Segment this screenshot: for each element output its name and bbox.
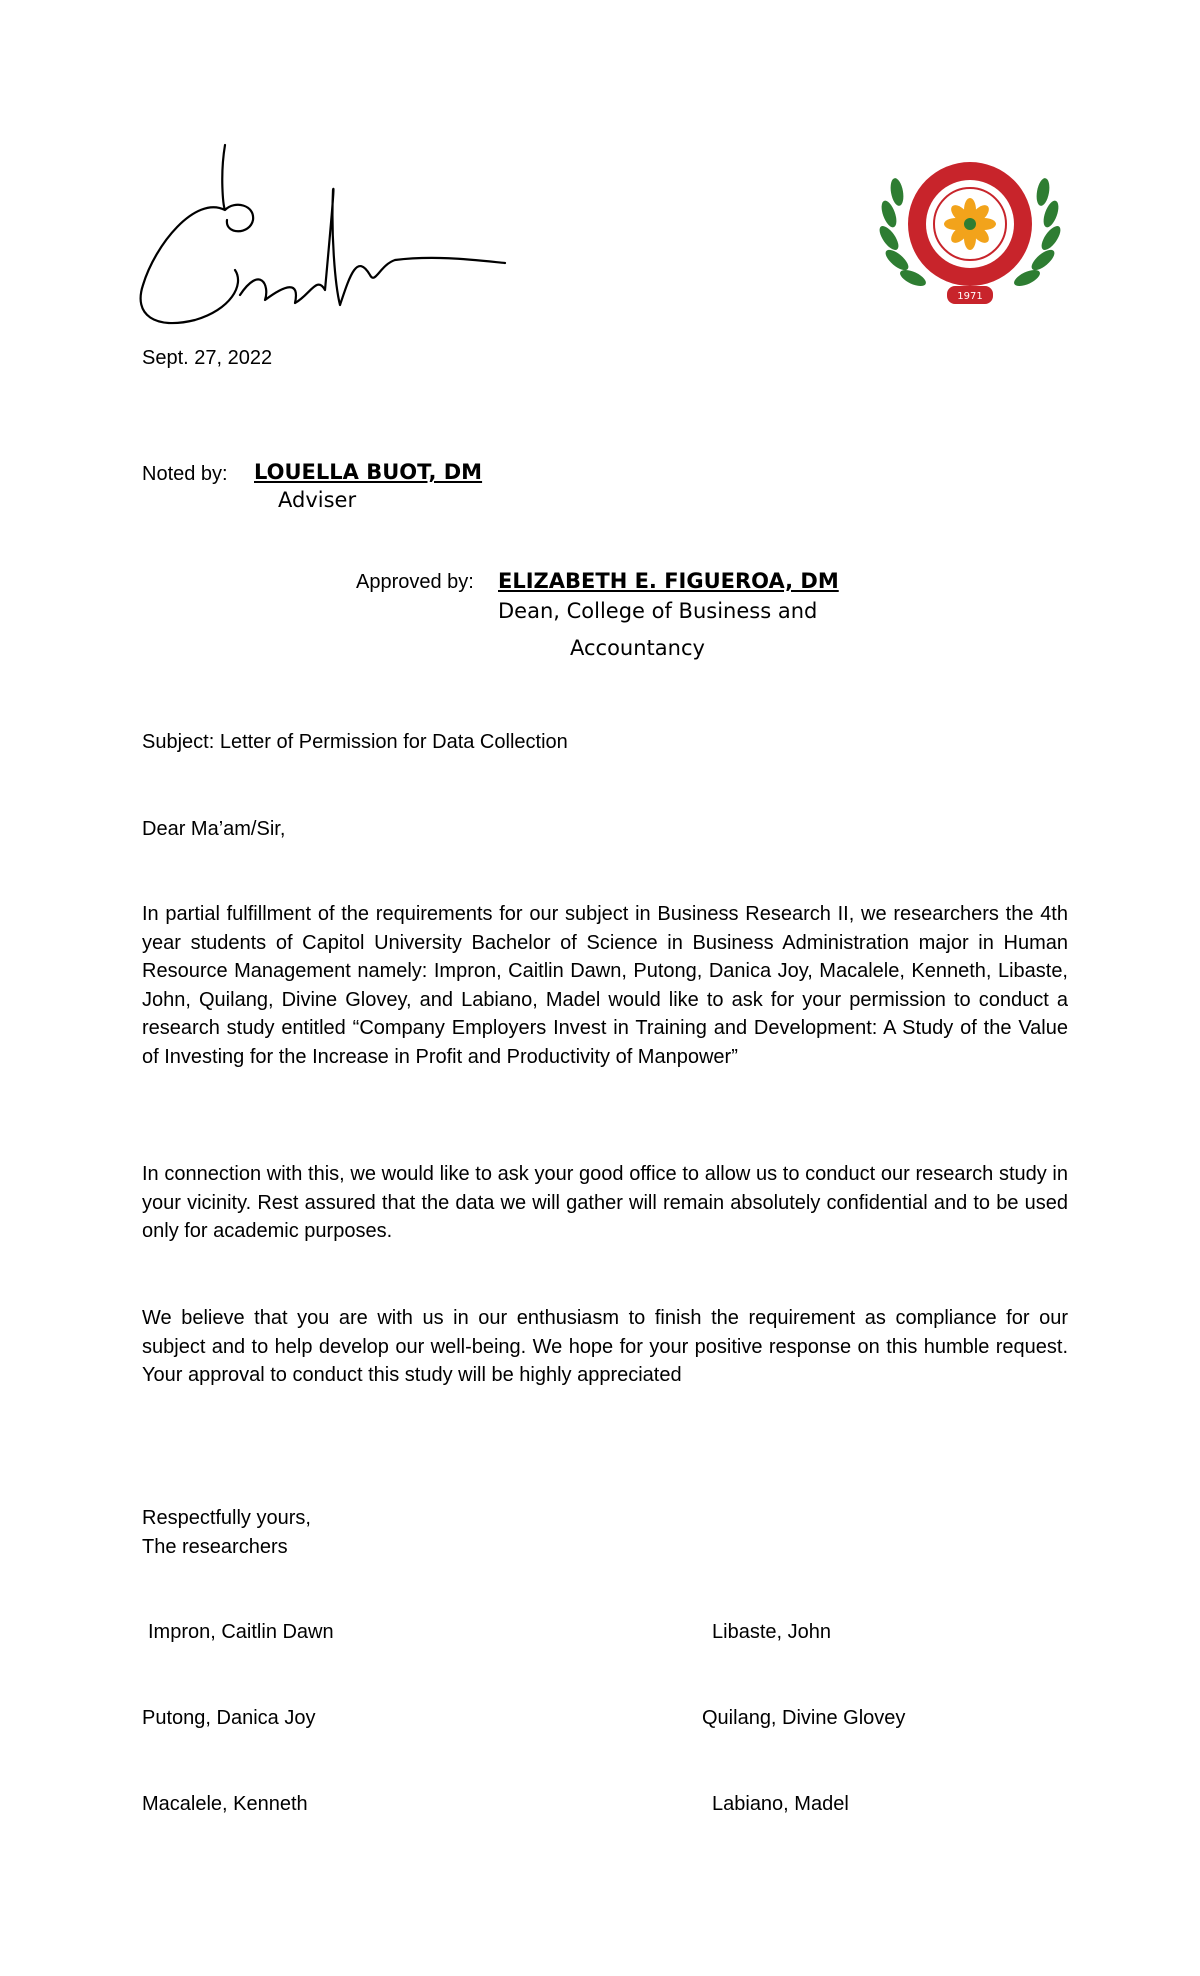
approved-by-title-line2: Accountancy <box>570 636 705 660</box>
researcher-name: Impron, Caitlin Dawn <box>148 1621 334 1643</box>
approved-by-title-line1: Dean, College of Business and <box>498 599 818 623</box>
body-paragraph-1: In partial fulfillment of the requirements for our subject in Business Research II, we researchers the 4th year students of Capitol University Bachelor of Science in Business Administration major in Human Resource Management namely: Impron, Caitlin Dawn, Putong, Danica Joy, Macalele, Kenneth, Libaste, John, Quilang, Divine Glovey, and Labiano, Madel would like to ask for your permission to conduct a research study entitled “Company Employers Invest in Training and Development: A Study of the Value of Investing for the Increase in Profit and Productivity of Manpower” <box>142 903 1068 1068</box>
approved-by-label: Approved by: <box>356 571 474 593</box>
researcher-name: Quilang, Divine Glovey <box>702 1707 906 1729</box>
seal-year: 1971 <box>957 291 983 302</box>
researcher-name: Macalele, Kenneth <box>142 1793 308 1815</box>
researcher-name: Putong, Danica Joy <box>142 1707 316 1729</box>
closing-line-1: Respectfully yours, <box>142 1507 311 1529</box>
body-paragraph-2: In connection with this, we would like to ask your good office to allow us to conduct our research study in your vicinity. Rest assured that the data we will gather will remain absolutely confidential and to be used only for academic purposes. <box>142 1163 1068 1243</box>
handwritten-signature <box>135 135 525 345</box>
approved-by-name: ELIZABETH E. FIGUEROA, DM <box>498 569 839 593</box>
letter-salutation: Dear Ma’am/Sir, <box>142 818 286 840</box>
researcher-name: Labiano, Madel <box>712 1793 849 1815</box>
noted-by-name: LOUELLA BUOT, DM <box>254 460 483 484</box>
letter-date: Sept. 27, 2022 <box>142 347 273 369</box>
letter-subject: Subject: Letter of Permission for Data Collection <box>142 731 568 753</box>
researcher-name: Libaste, John <box>712 1621 831 1643</box>
noted-by-label: Noted by: <box>142 463 228 485</box>
noted-by-title: Adviser <box>278 488 357 512</box>
body-paragraph-3: We believe that you are with us in our enthusiasm to finish the requirement as compliance for our subject and to help develop our well-being. We hope for your positive response on this humble request. Your approval to conduct this study will be highly appreciated <box>142 1307 1068 1387</box>
capitol-university-seal <box>875 152 1065 312</box>
closing-line-2: The researchers <box>142 1536 288 1558</box>
